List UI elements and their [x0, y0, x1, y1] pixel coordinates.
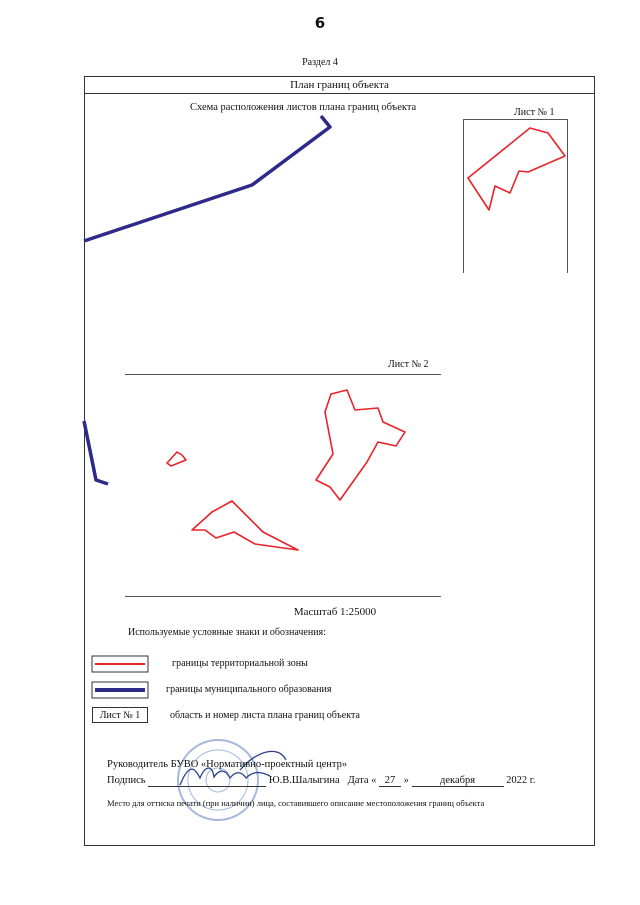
- signer-name: Ю.В.Шалыгина: [268, 775, 340, 786]
- date-label: Дата «: [347, 775, 377, 786]
- plan-title: План границ объекта: [290, 79, 389, 91]
- sheet-2-label: Лист № 2: [388, 359, 429, 370]
- zone-boundary-sheet1: [468, 128, 565, 210]
- legend-municipal-text: границы муниципального образования: [166, 684, 332, 695]
- date-month: декабря: [412, 775, 504, 787]
- sign-label: Подпись: [107, 775, 146, 786]
- section-heading: Раздел 4: [302, 57, 338, 68]
- sheet-1-label: Лист № 1: [514, 107, 555, 118]
- signature-line-org: Руководитель БУВО «Нормативно-проектный центр»: [107, 759, 348, 770]
- scheme-title: Схема расположения листов плана границ объекта: [190, 102, 417, 113]
- legend-heading: Используемые условные знаки и обозначения:: [128, 627, 326, 638]
- zone-boundary-sheet2-small: [167, 452, 186, 466]
- page-number: 6: [314, 14, 326, 32]
- date-day: 27: [379, 775, 401, 787]
- signature-line: [107, 775, 577, 787]
- municipal-boundary-upper: [84, 116, 330, 241]
- signature-blank: [148, 775, 266, 787]
- legend-zone-text: границы территориальной зоны: [172, 658, 308, 669]
- zone-boundary-sheet2-large: [316, 390, 405, 500]
- legend-sheet-text: область и номер листа плана границ объекта: [170, 710, 360, 721]
- date-year: 2022 г.: [506, 775, 536, 786]
- stamp-footnote: Место для оттиска печати (при наличии) лица, составившего описание местоположения границ объекта: [107, 798, 485, 808]
- zone-boundary-sheet2-triangle: [192, 501, 298, 550]
- date-day-close: »: [403, 775, 409, 786]
- scale-label: Масштаб 1:25000: [293, 606, 377, 618]
- municipal-boundary-lower: [84, 421, 108, 484]
- legend-sheet-sample: Лист № 1: [92, 707, 148, 723]
